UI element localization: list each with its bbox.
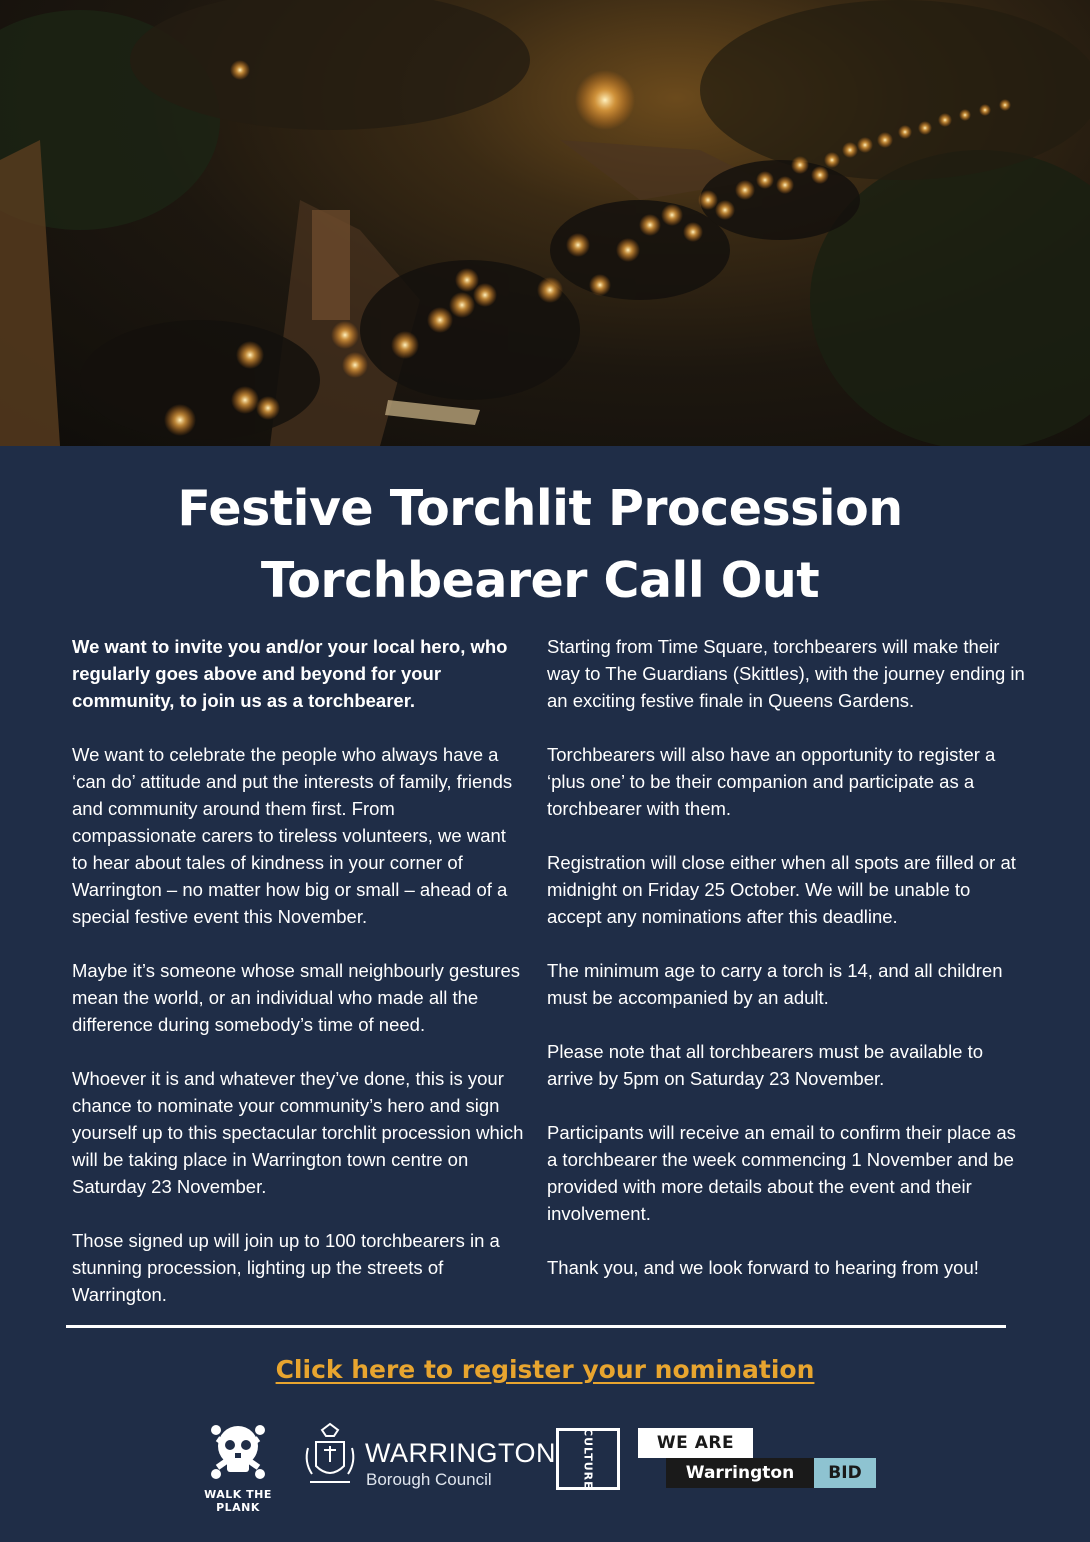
paragraph: Registration will close either when all spots are filled or at midnight on Friday 25 October. We will be unable to accept any nominations after this deadline. <box>547 852 1016 927</box>
walk-the-plank-logo <box>183 1420 293 1514</box>
paragraph: Maybe it’s someone whose small neighbourly gestures mean the world, or an individual who made all the difference during somebody’s time of need. <box>72 960 521 1035</box>
paragraph: Whoever it is and whatever they’ve done, this is your chance to nominate your community’s hero and sign yourself up to this spectacular torchlit procession which will be taking place in Warrington town centre on Saturday 23 November. <box>72 1068 524 1197</box>
divider <box>66 1325 1006 1328</box>
paragraph: Please note that all torchbearers must be available to arrive by 5pm on Saturday 23 November. <box>547 1041 984 1089</box>
paragraph: Those signed up will join up to 100 torchbearers in a stunning procession, lighting up the streets of Warrington. <box>72 1230 500 1305</box>
sponsor-logos <box>0 1414 1090 1514</box>
warrington-culture-logo <box>556 1428 620 1490</box>
coat-of-arms-icon <box>302 1422 358 1494</box>
council-name: WARRINGTON <box>365 1438 556 1468</box>
we-are-label: WE ARE <box>638 1428 753 1458</box>
lead-paragraph: We want to invite you and/or your local hero, who regularly goes above and beyond for your community, to join us as a torchbearer. <box>72 636 508 711</box>
left-column <box>72 633 524 1335</box>
council-subtitle: Borough Council <box>366 1470 492 1489</box>
hero-photo <box>0 0 1090 446</box>
warrington-label: Warrington <box>666 1458 814 1488</box>
paragraph: We want to celebrate the people who always have a ‘can do’ attitude and put the interests of family, friends and community around them first. From compassionate carers to tireless volunteers, we want to hear about tales of kindness in your corner of Warrington – no matter how big or small – ahead of a special festive event this November. <box>72 744 513 927</box>
right-column <box>547 633 1025 1308</box>
paragraph: Thank you, and we look forward to hearing from you! <box>547 1257 979 1278</box>
page-title-line-1: Festive Torchlit Procession <box>177 480 903 537</box>
culture-text: CULTURE <box>581 1428 595 1490</box>
walk-the-plank-text: WALK THE PLANK <box>204 1488 272 1514</box>
paragraph: Participants will receive an email to confirm their place as a torchbearer the week commencing 1 November and be provided with more details about the event and their involvement. <box>547 1122 1016 1224</box>
paragraph: The minimum age to carry a torch is 14, and all children must be accompanied by an adult. <box>547 960 1003 1008</box>
warrington-borough-council-logo <box>302 1418 556 1498</box>
bid-label: BID <box>814 1458 876 1488</box>
skull-crossbones-icon <box>183 1420 293 1486</box>
register-nomination-link[interactable]: Click here to register your nomination <box>275 1355 815 1384</box>
paragraph: Starting from Time Square, torchbearers will make their way to The Guardians (Skittles), with the journey ending in an exciting festive finale in Queens Gardens. <box>547 636 1025 711</box>
torchlit-crowd-illustration <box>0 0 1090 446</box>
paragraph: Torchbearers will also have an opportunity to register a ‘plus one’ to be their companion and participate as a torchbearer with them. <box>547 744 996 819</box>
page-title-line-2: Torchbearer Call Out <box>260 552 820 609</box>
